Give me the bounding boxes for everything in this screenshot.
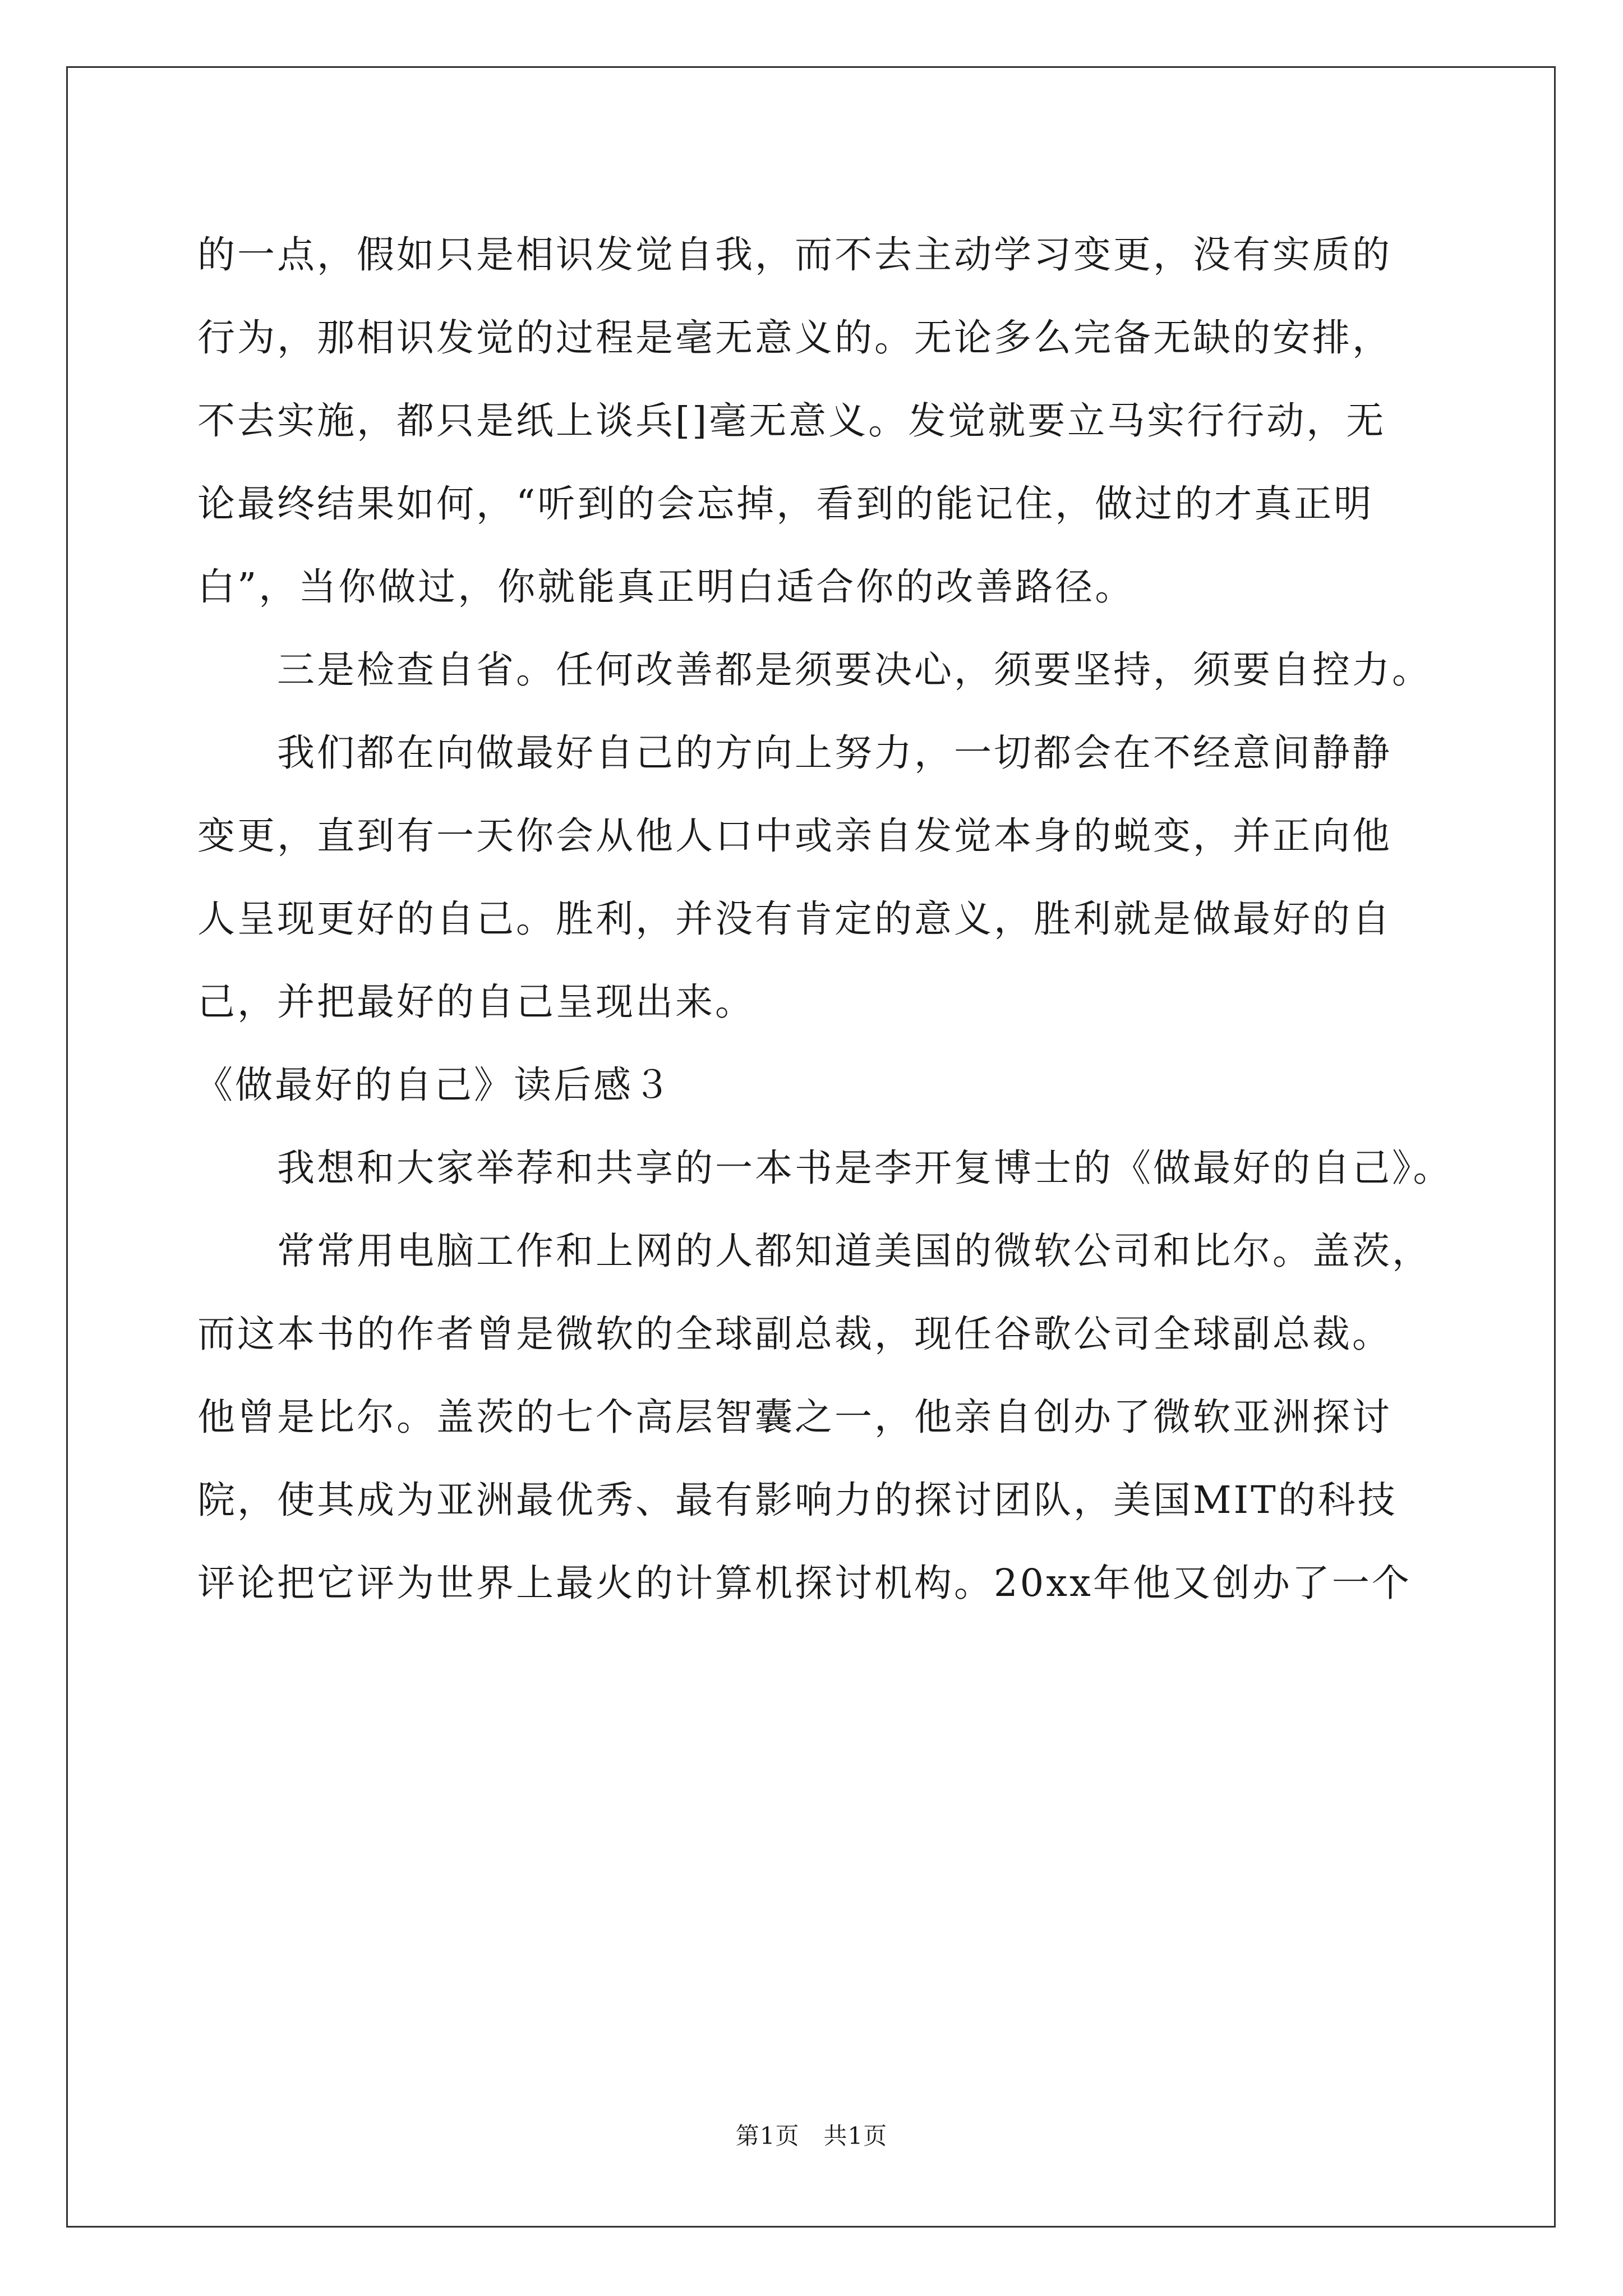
text-line: 行为，那相识发觉的过程是毫无意义的。无论多么完备无缺的安排， [197,316,1392,360]
text-line: 他曾是比尔。盖茨的七个高层智囊之一，他亲自创办了微软亚洲探讨 [197,1395,1392,1439]
text-line: 不去实施，都只是纸上谈兵[]毫无意义。发觉就要立马实行行动，无 [197,399,1386,443]
section-heading: 《做最好的自己》读后感３ [195,1063,673,1107]
text-line: 我们都在向做最好自己的方向上努力，一切都会在不经意间静静 [197,731,1392,775]
text-line: 而这本书的作者曾是微软的全球副总裁，现任谷歌公司全球副总裁。 [197,1312,1392,1356]
text-line: 变更，直到有一天你会从他人口中或亲自发觉本身的蜕变，并正向他 [197,814,1392,858]
text-line: 论最终结果如何，“听到的会忘掉，看到的能记住，做过的才真正明 [197,482,1374,526]
document-body [195,219,1453,1630]
text-line: 的一点，假如只是相识发觉自我，而不去主动学习变更，没有实质的 [197,233,1392,277]
page-footer: 第1页 共1页 [735,2122,888,2150]
text-line: 白”，当你做过，你就能真正明白适合你的改善路径。 [197,565,1135,609]
text-line: 常常用电脑工作和上网的人都知道美国的微软公司和比尔。盖茨， [197,1229,1432,1273]
text-line: 己，并把最好的自己呈现出来。 [197,980,755,1024]
text-line: 院，使其成为亚洲最优秀、最有影响力的探讨团队，美国MIT的科技 [197,1478,1398,1522]
text-line: 评论把它评为世界上最火的计算机探讨机构。20xx年他又创办了一个 [197,1561,1412,1605]
text-line: 人呈现更好的自己。胜利，并没有肯定的意义，胜利就是做最好的自 [197,897,1392,941]
text-line: 三是检查自省。任何改善都是须要决心，须要坚持，须要自控力。 [197,648,1432,692]
text-line: 我想和大家举荐和共享的一本书是李开复博士的《做最好的自己》。 [197,1146,1453,1190]
